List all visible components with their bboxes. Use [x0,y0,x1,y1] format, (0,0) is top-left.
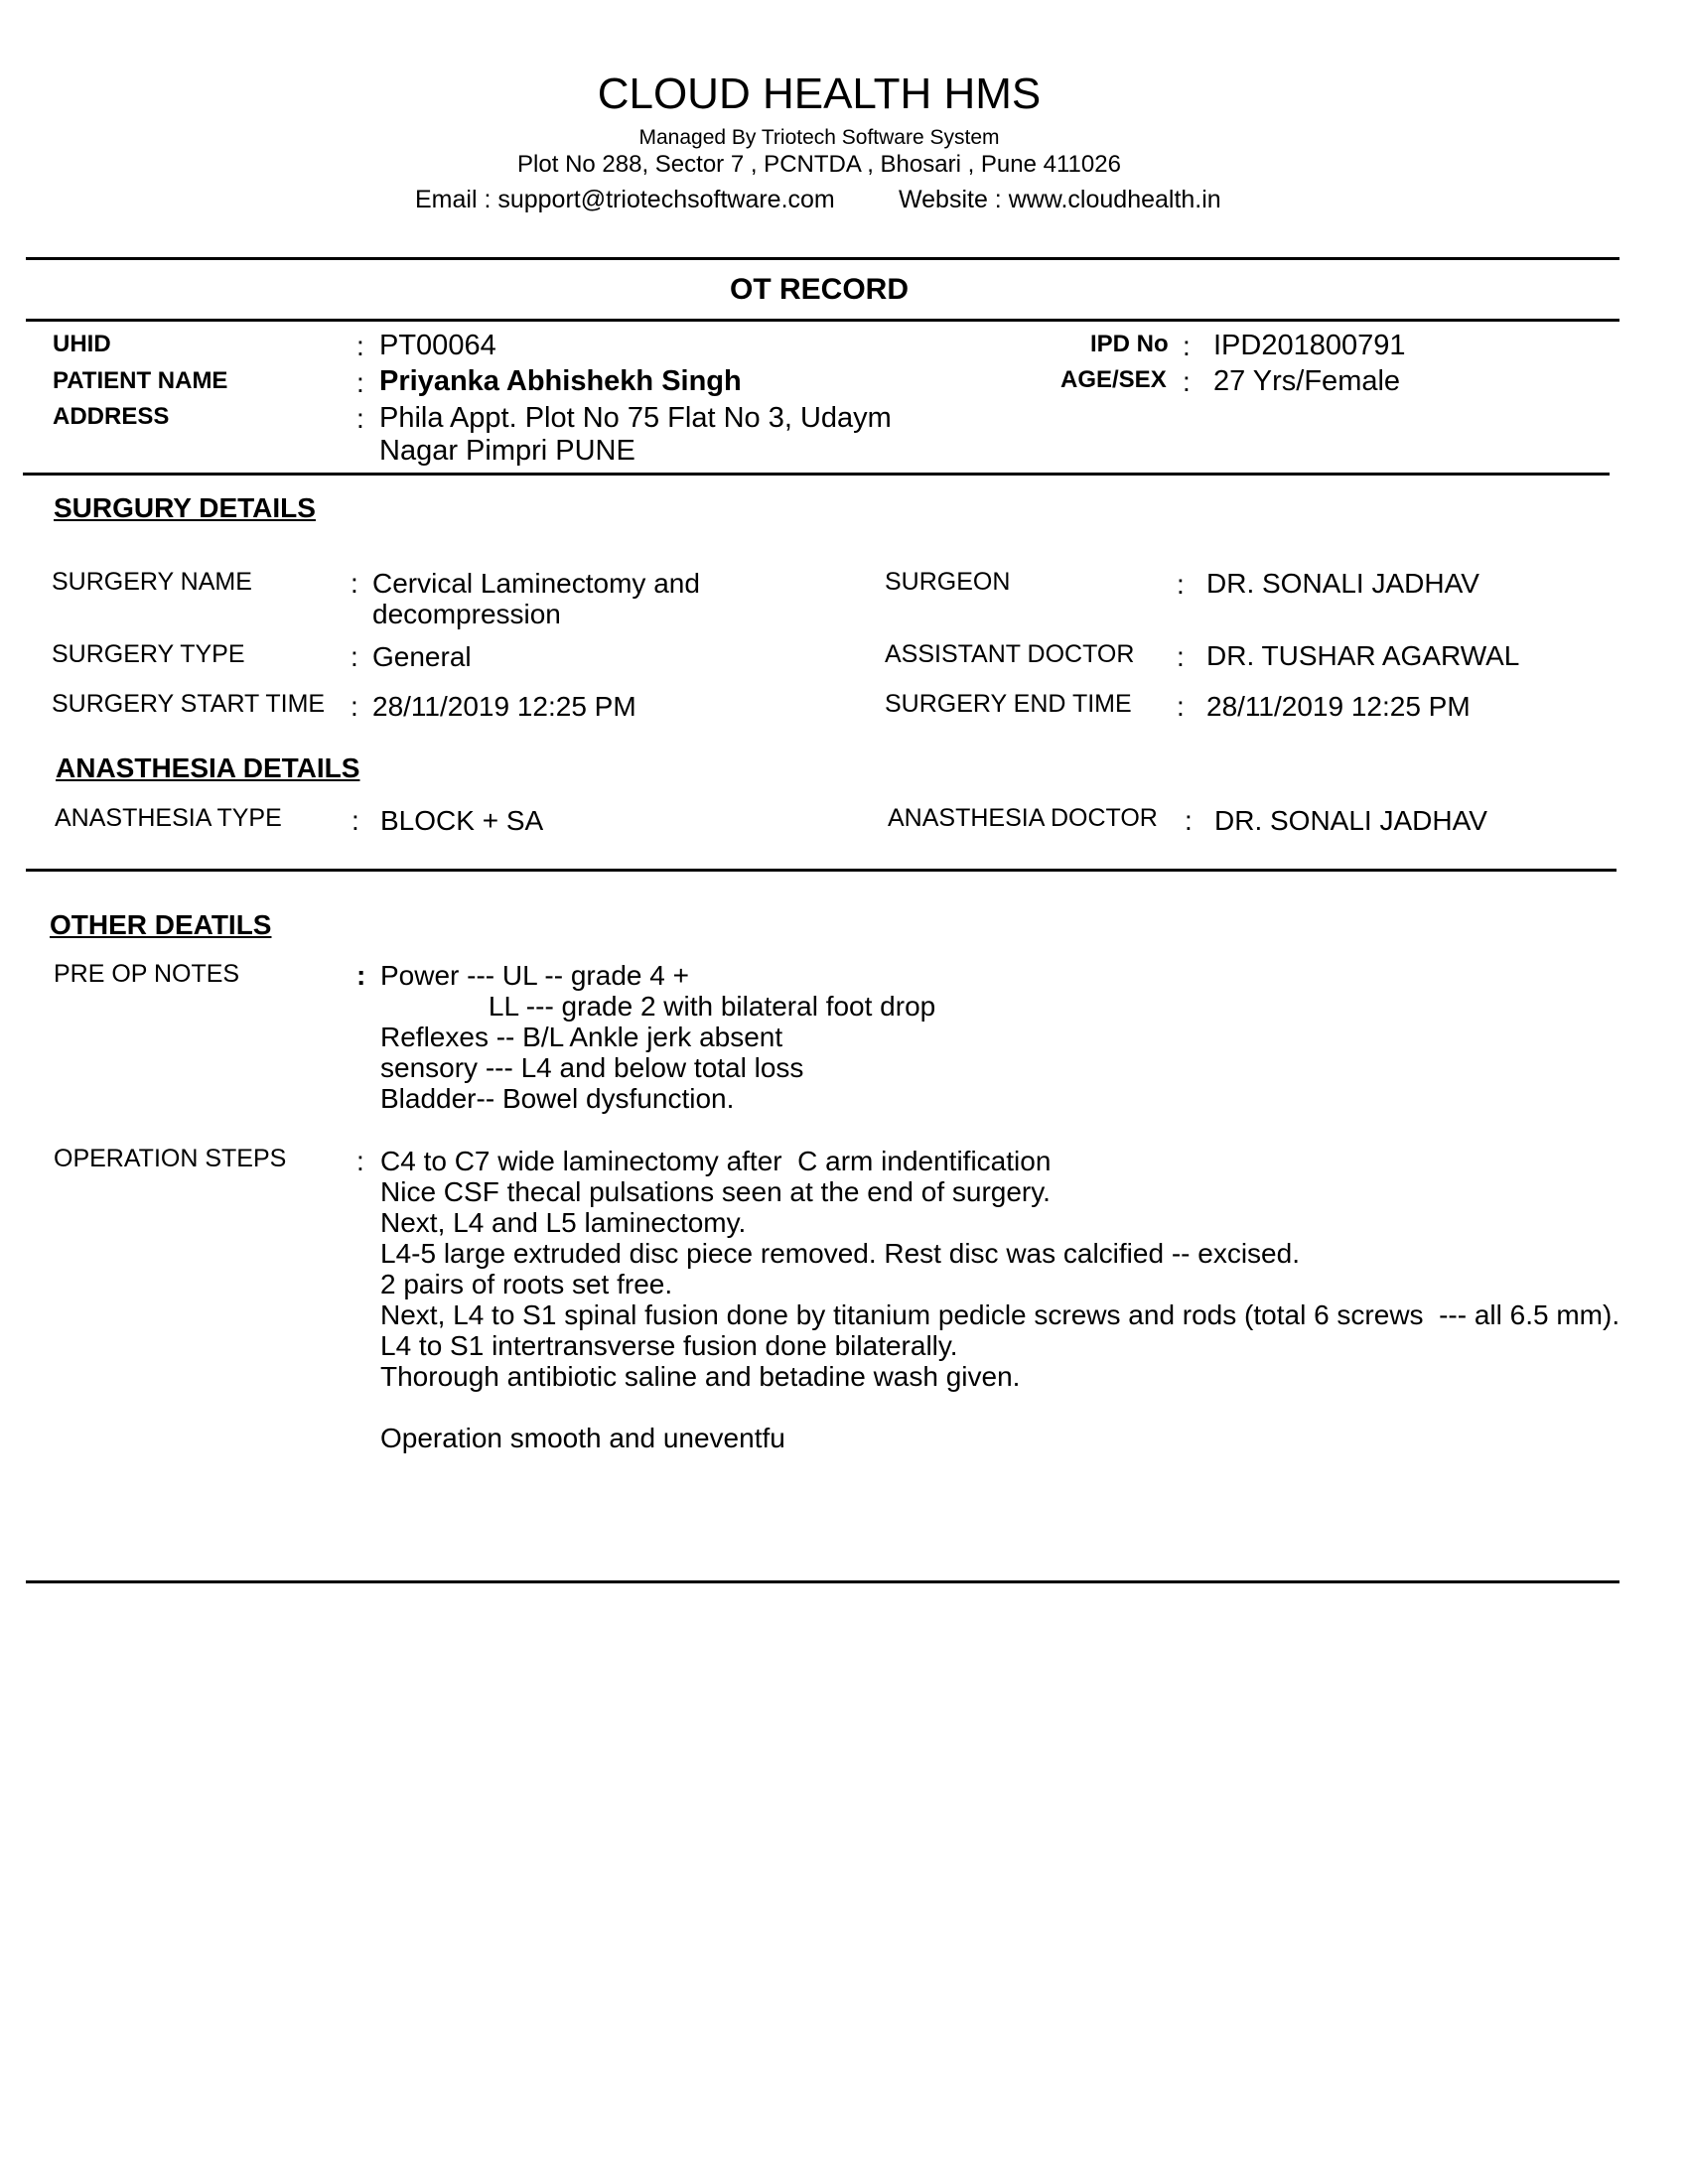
operation-steps-text: C4 to C7 wide laminectomy after C arm indentification Nice CSF thecal pulsations seen at the end of surgery. Next, L4 and L5 laminectomy. L4-5 large extruded disc piece removed. Rest disc was calcified -- excised. 2 pairs of roots set free. Next, L4 to S1 spinal fusion done by titanium pedicle screws and rods (total 6 screws --- all 6.5 mm). L4 to S1 intertransverse fusion done bilaterally. Thorough antibiotic saline and betadine wash given. Operation smooth and uneventfu [380,1146,1620,1453]
address-line-2: Nagar Pimpri PUNE [379,435,635,467]
surgery-type-value: General [372,641,472,672]
colon: : [356,331,364,361]
colon: : [351,641,358,672]
colon: : [351,568,358,599]
surgery-type-label: SURGERY TYPE [52,640,245,668]
surgery-name-label: SURGERY NAME [52,568,252,596]
colon: : [356,367,364,398]
age-sex-value: 27 Yrs/Female [1213,365,1401,397]
pre-op-notes-text: Power --- UL -- grade 4 + LL --- grade 2 with bilateral foot drop Reflexes -- B/L Ankle jerk absent sensory --- L4 and below total loss Bladder-- Bowel dysfunction. [380,960,936,1114]
colon: : [1183,331,1191,361]
surgeon-value: DR. SONALI JADHAV [1206,568,1479,599]
hospital-website: Website : www.cloudhealth.in [899,186,1221,213]
hospital-name: CLOUD HEALTH HMS [597,69,1042,118]
colon: : [356,1146,364,1176]
colon: : [1177,641,1185,672]
colon: : [351,691,358,722]
hospital-address: Plot No 288, Sector 7 , PCNTDA , Bhosari , Pune 411026 [517,151,1121,178]
anesthesia-doctor-value: DR. SONALI JADHAV [1214,805,1487,836]
anesthesia-doctor-label: ANASTHESIA DOCTOR [888,804,1158,832]
surgery-end-value: 28/11/2019 12:25 PM [1206,691,1471,722]
address-label: ADDRESS [53,403,170,430]
colon: : [356,403,364,434]
anesthesia-details-heading: ANASTHESIA DETAILS [56,752,360,783]
colon: : [352,805,359,836]
operation-steps-label: OPERATION STEPS [54,1145,287,1172]
surgery-end-label: SURGERY END TIME [885,690,1132,718]
divider [26,1580,1619,1583]
surgery-name-line-2: decompression [372,599,561,629]
assistant-doctor-value: DR. TUSHAR AGARWAL [1206,640,1520,671]
colon: : [356,960,366,991]
uhid-label: UHID [53,331,111,357]
address-line-1: Phila Appt. Plot No 75 Flat No 3, Udaym [379,402,892,434]
surgery-details-heading: SURGURY DETAILS [54,492,316,523]
colon: : [1185,805,1193,836]
surgeon-label: SURGEON [885,568,1011,596]
surgery-start-label: SURGERY START TIME [52,690,326,718]
surgery-start-value: 28/11/2019 12:25 PM [372,691,636,722]
ipd-value: IPD201800791 [1213,330,1406,361]
divider [23,473,1610,476]
managed-by: Managed By Triotech Software System [638,126,1000,149]
ipd-label: IPD No [1090,331,1169,357]
patient-name-value: Priyanka Abhishekh Singh [379,365,742,397]
hospital-email: Email : support@triotechsoftware.com [415,186,835,213]
record-title: OT RECORD [730,273,909,306]
pre-op-notes-label: PRE OP NOTES [54,960,240,988]
divider [26,257,1619,260]
age-sex-label: AGE/SEX [1060,366,1167,393]
surgery-name-line-1: Cervical Laminectomy and [372,568,700,599]
uhid-value: PT00064 [379,330,496,361]
anesthesia-type-label: ANASTHESIA TYPE [55,804,282,832]
colon: : [1177,569,1185,600]
colon: : [1183,366,1191,397]
divider [26,319,1619,322]
anesthesia-type-value: BLOCK + SA [380,805,544,836]
patient-name-label: PATIENT NAME [53,367,228,394]
assistant-doctor-label: ASSISTANT DOCTOR [885,640,1135,668]
other-details-heading: OTHER DEATILS [50,909,272,940]
divider [26,869,1617,872]
colon: : [1177,691,1185,722]
